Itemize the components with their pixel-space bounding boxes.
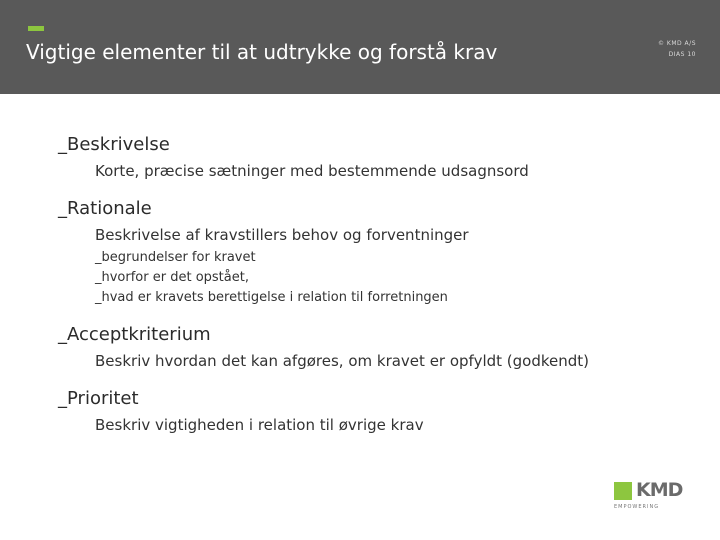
sub-item: _hvad er kravets berettigelse i relation til forretningen xyxy=(95,290,448,305)
section-acceptkriterium xyxy=(58,324,698,372)
section-rationale xyxy=(58,198,698,308)
logo-square-icon xyxy=(614,482,632,500)
logo-tagline: EMPOWERING xyxy=(614,504,660,510)
slide-meta xyxy=(658,38,696,60)
section-beskrivelse xyxy=(58,134,698,182)
copyright-text: © KMD A/S xyxy=(658,40,696,47)
section-heading: _Prioritet xyxy=(58,388,139,409)
slide-content xyxy=(58,134,698,452)
accent-bar xyxy=(28,26,44,31)
section-heading: _Rationale xyxy=(58,198,152,219)
kmd-logo xyxy=(614,479,694,514)
sub-item: _hvorfor er det opstået, xyxy=(95,270,249,285)
slide-number: DIAS 10 xyxy=(668,51,696,58)
section-description: Korte, præcise sætninger med bestemmende udsagnsord xyxy=(95,162,529,180)
header-bar xyxy=(0,0,720,94)
section-description: Beskrivelse af kravstillers behov og forventninger xyxy=(95,226,469,244)
section-description: Beskriv vigtigheden i relation til øvrige krav xyxy=(95,416,424,434)
section-description: Beskriv hvordan det kan afgøres, om kravet er opfyldt (godkendt) xyxy=(95,352,589,370)
section-prioritet xyxy=(58,388,698,436)
section-heading: _Acceptkriterium xyxy=(58,324,211,345)
sub-item: _begrundelser for kravet xyxy=(95,250,256,265)
sub-item-list xyxy=(58,248,698,308)
logo-wordmark: KMD xyxy=(636,479,683,501)
section-heading: _Beskrivelse xyxy=(58,134,170,155)
slide-title: Vigtige elementer til at udtrykke og forstå krav xyxy=(26,40,498,64)
